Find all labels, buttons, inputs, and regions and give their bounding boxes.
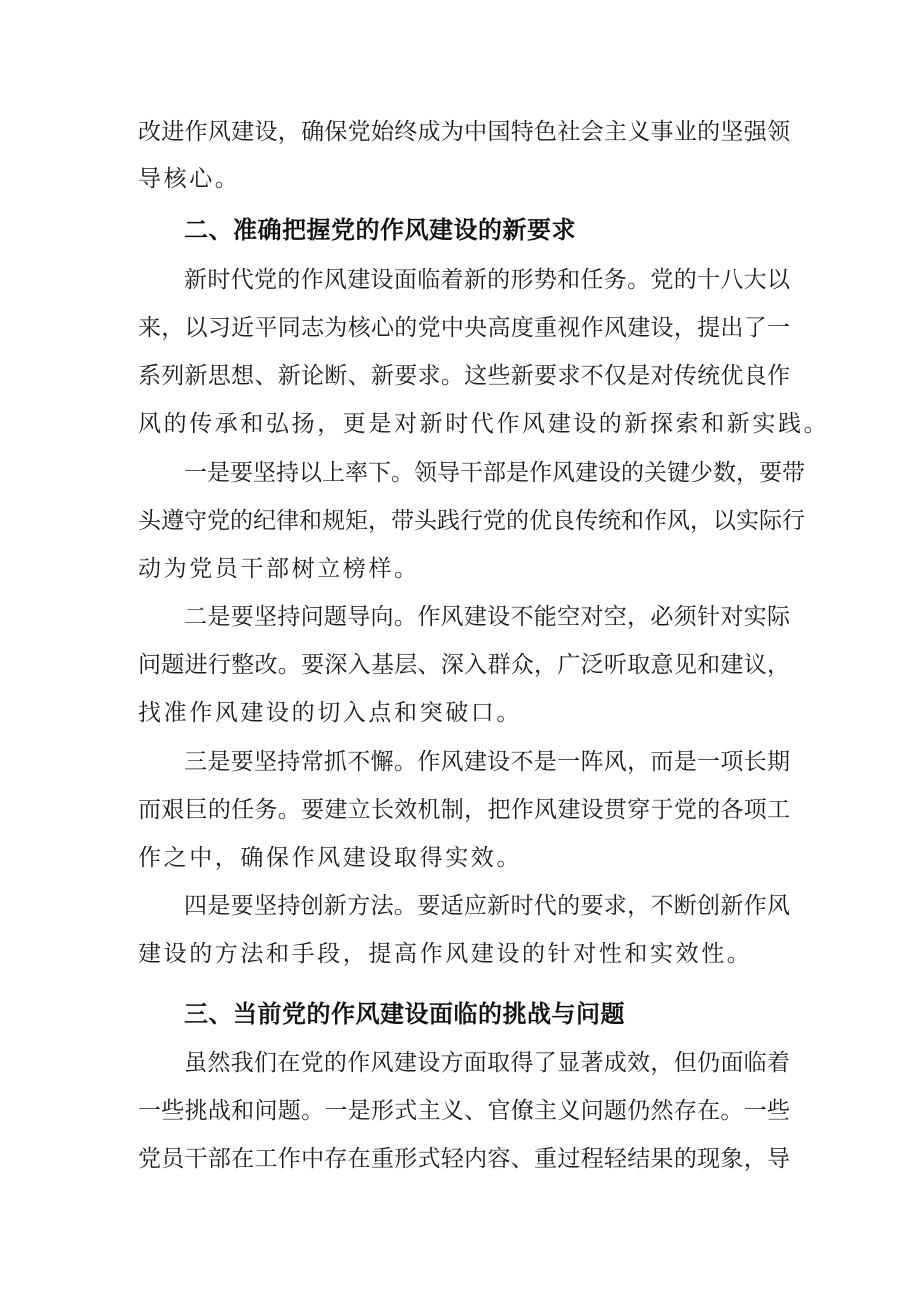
paragraph-line: 找准作风建设的切入点和突破口。	[138, 700, 522, 726]
paragraph-line: 来，以习近平同志为核心的党中央高度重视作风建设，提出了一	[138, 315, 790, 341]
paragraph-line: 三是要坚持常抓不懈。作风建设不是一阵风，而是一项长期	[184, 749, 790, 775]
section-heading: 二、准确把握党的作风建设的新要求	[184, 216, 576, 244]
paragraph-line: 一是要坚持以上率下。领导干部是作风建设的关键少数，要带	[184, 460, 805, 486]
paragraph-line: 作之中，确保作风建设取得实效。	[138, 845, 522, 871]
paragraph-line: 头遵守党的纪律和规矩，带头践行党的优良传统和作风，以实际行	[138, 508, 805, 534]
paragraph-line: 问题进行整改。要深入基层、深入群众，广泛听取意见和建议，	[138, 652, 790, 678]
paragraph-line: 动为党员干部树立榜样。	[138, 556, 420, 582]
paragraph-line: 二是要坚持问题导向。作风建设不能空对空，必须针对实际	[184, 604, 790, 630]
paragraph-line: 风的传承和弘扬，更是对新时代作风建设的新探索和新实践。	[138, 411, 830, 437]
section-heading: 三、当前党的作风建设面临的挑战与问题	[184, 1000, 625, 1028]
paragraph-line: 系列新思想、新论断、新要求。这些新要求不仅是对传统优良作	[138, 363, 790, 389]
paragraph-line: 导核心。	[138, 166, 241, 192]
paragraph-line: 而艰巨的任务。要建立长效机制，把作风建设贯穿于党的各项工	[138, 797, 790, 823]
paragraph-line: 改进作风建设，确保党始终成为中国特色社会主义事业的坚强领	[138, 119, 790, 145]
paragraph-line: 一些挑战和问题。一是形式主义、官僚主义问题仍然存在。一些	[138, 1098, 790, 1124]
paragraph-line: 虽然我们在党的作风建设方面取得了显著成效，但仍面临着	[184, 1050, 790, 1076]
paragraph-line: 党员干部在工作中存在重形式轻内容、重过程轻结果的现象，导	[138, 1146, 790, 1172]
paragraph-line: 建设的方法和手段，提高作风建设的针对性和实效性。	[138, 941, 753, 967]
paragraph-line: 四是要坚持创新方法。要适应新时代的要求，不断创新作风	[184, 893, 790, 919]
paragraph-line: 新时代党的作风建设面临着新的形势和任务。党的十八大以	[184, 267, 790, 293]
